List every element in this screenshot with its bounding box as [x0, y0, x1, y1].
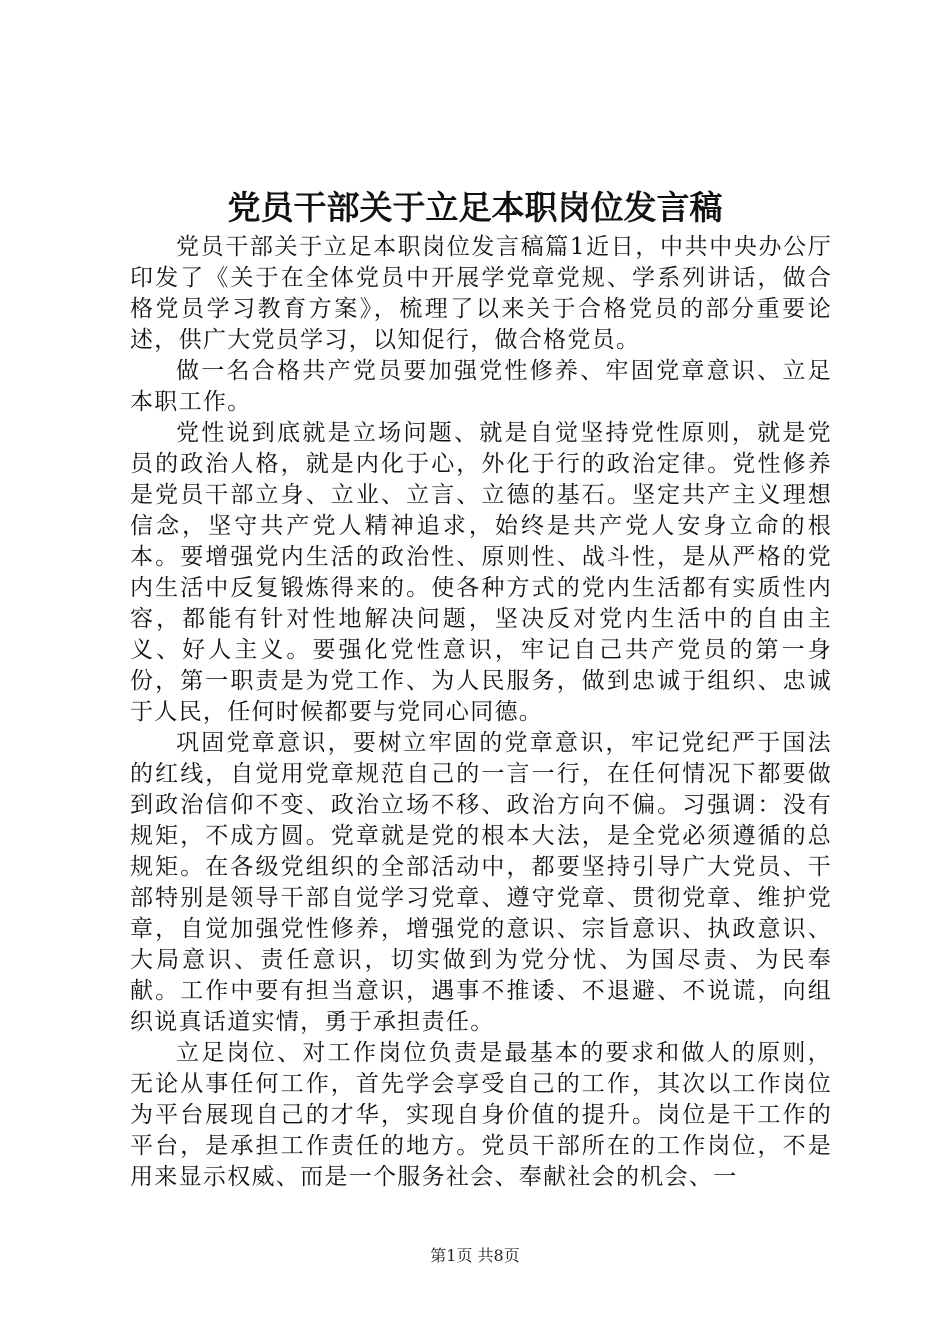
paragraph-2: 做一名合格共产党员要加强党性修养、牢固党章意识、立足本职工作。	[130, 358, 832, 415]
document-title: 党员干部关于立足本职岗位发言稿	[227, 188, 723, 227]
paragraph-3: 党性说到底就是立场问题、就是自觉坚持党性原则，就是党员的政治人格，就是内化于心，外化于行的政治定律。党性修养是党员干部立身、立业、立言、立德的基石。坚定共产主义理想信念，坚守共产党人精神追求，始终是共产党人安身立命的根本。要增强党内生活的政治性、原则性、战斗性，是从严格的党内生活中反复锻炼得来的。使各种方式的党内生活都有实质性内容，都能有针对性地解决问题，坚决反对党内生活中的自由主义、好人主义。要强化党性意识，牢记自己共产党员的第一身份，第一职责是为党工作、为人民服务，做到忠诚于组织、忠诚于人民，任何时候都要与党同心同德。	[130, 420, 832, 725]
paragraph-5: 立足岗位、对工作岗位负责是最基本的要求和做人的原则，无论从事任何工作，首先学会享受自己的工作，其次以工作岗位为平台展现自己的才华，实现自身价值的提升。岗位是干工作的平台，是承担工作责任的地方。党员干部所在的工作岗位，不是用来显示权威、而是一个服务社会、奉献社会的机会、一	[130, 1040, 832, 1190]
paragraph-1: 党员干部关于立足本职岗位发言稿篇1近日，中共中央办公厅印发了《关于在全体党员中开展学党章党规、学系列讲话，做合格党员学习教育方案》，梳理了以来关于合格党员的部分重要论述，供广大党员学习，以知促行，做合格党员。	[130, 234, 832, 353]
page-number-footer: 第1页 共8页	[430, 1246, 520, 1265]
document-body	[130, 232, 832, 1193]
paragraph-4: 巩固党章意识，要树立牢固的党章意识，牢记党纪严于国法的红线，自觉用党章规范自己的一言一行，在任何情况下都要做到政治信仰不变、政治立场不移、政治方向不偏。习强调：没有规矩，不成方圆。党章就是党的根本大法，是全党必须遵循的总规矩。在各级党组织的全部活动中，都要坚持引导广大党员、干部特别是领导干部自觉学习党章、遵守党章、贯彻党章、维护党章，自觉加强党性修养，增强党的意识、宗旨意识、执政意识、大局意识、责任意识，切实做到为党分忧、为国尽责、为民奉献。工作中要有担当意识，遇事不推诿、不退避、不说谎，向组织说真话道实情，勇于承担责任。	[130, 730, 832, 1035]
